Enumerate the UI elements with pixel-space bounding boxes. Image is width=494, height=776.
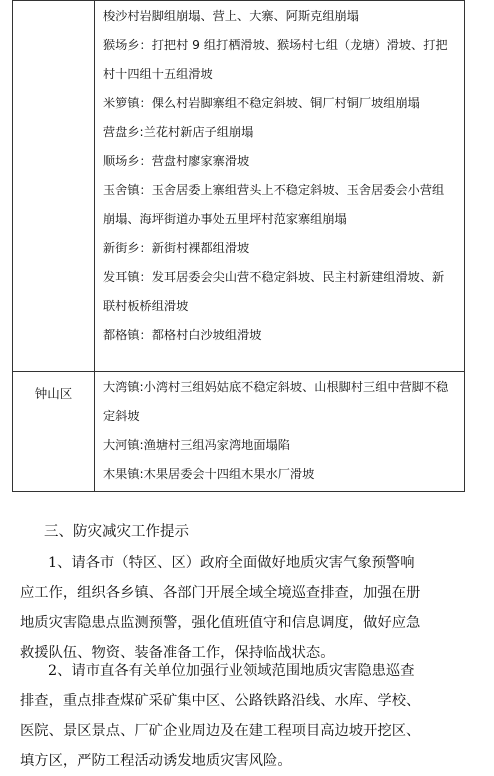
hazard-line: 玉舍镇：玉舍居委上寨组营头上不稳定斜坡、玉舍居委会小营组: [103, 183, 445, 197]
district-name: [13, 1, 94, 13]
district-name: 钟山区: [34, 386, 73, 401]
paragraph-line: 应工作，组织各乡镇、各部门开展全域全境巡查排查，加强在册: [20, 585, 421, 601]
paragraph-line: 医院、景区景点、厂矿企业周边及在建工程项目高边坡开挖区、: [20, 723, 421, 739]
paragraph-2: [20, 656, 475, 776]
paragraph-line: 填方区，严防工程活动诱发地质灾害风险。: [20, 753, 292, 769]
hazard-line: 都格镇：都格村白沙坡组滑坡: [103, 328, 262, 342]
hazard-line: 木果镇:木果居委会十四组木果水厂滑坡: [103, 467, 315, 481]
district-cell: [13, 372, 95, 492]
paragraph-line: 救援队伍、物资、装备准备工作，保持临战状态。: [20, 645, 335, 661]
hazard-list-cell: [95, 1, 465, 372]
hazard-line: 发耳镇：发耳居委会尖山营不稳定斜坡、民主村新建组滑坡、新: [103, 270, 445, 284]
paragraph-1: [20, 548, 475, 668]
paragraph-line: 2、请市直各有关单位加强行业领域范围地质灾害隐患巡查: [48, 663, 415, 679]
hazard-line: 梭沙村岩脚组崩塌、营上、大寨、阿斯克组崩塌: [103, 9, 359, 23]
paragraph-line: 地质灾害隐患点监测预警，强化值班值守和信息调度，做好应急: [20, 615, 421, 631]
hazard-list-cell: [95, 372, 465, 492]
paragraph-line: 1、请各市（特区、区）政府全面做好地质灾害气象预警响: [48, 555, 415, 571]
table-row: [13, 1, 465, 372]
hazard-line: 大河镇:渔塘村三组冯家湾地面塌陷: [103, 438, 290, 452]
hazard-line: 联村板桥组滑坡: [103, 299, 189, 313]
paragraph-line: 排查，重点排查煤矿采矿集中区、公路铁路沿线、水库、学校、: [20, 693, 421, 709]
hazard-line: 定斜坡: [103, 409, 140, 423]
hazard-line: 崩塌、海坪街道办事处五里坪村范家寨组崩塌: [103, 212, 347, 226]
hazard-table: [12, 0, 465, 492]
hazard-line: 顺场乡：营盘村廖家寨滑坡: [103, 154, 250, 168]
hazard-line: 米箩镇：倮么村岩脚寨组不稳定斜坡、铜厂村铜厂坡组崩塌: [103, 96, 420, 110]
hazard-line: 大湾镇:小湾村三组妈姑底不稳定斜坡、山根脚村三组中营脚不稳: [103, 380, 449, 394]
hazard-line: 营盘乡:兰花村新店子组崩塌: [103, 125, 254, 139]
hazard-line: 新街乡：新街村裸都组滑坡: [103, 241, 250, 255]
district-cell: [13, 1, 95, 372]
hazard-line: 猴场乡：打把村 9 组打栖滑坡、猴场村七组（龙塘）滑坡、打把: [103, 38, 448, 52]
section-heading: 三、防灾减灾工作提示: [44, 524, 189, 540]
hazard-line: 村十四组十五组滑坡: [103, 67, 213, 81]
table-row: [13, 372, 465, 492]
